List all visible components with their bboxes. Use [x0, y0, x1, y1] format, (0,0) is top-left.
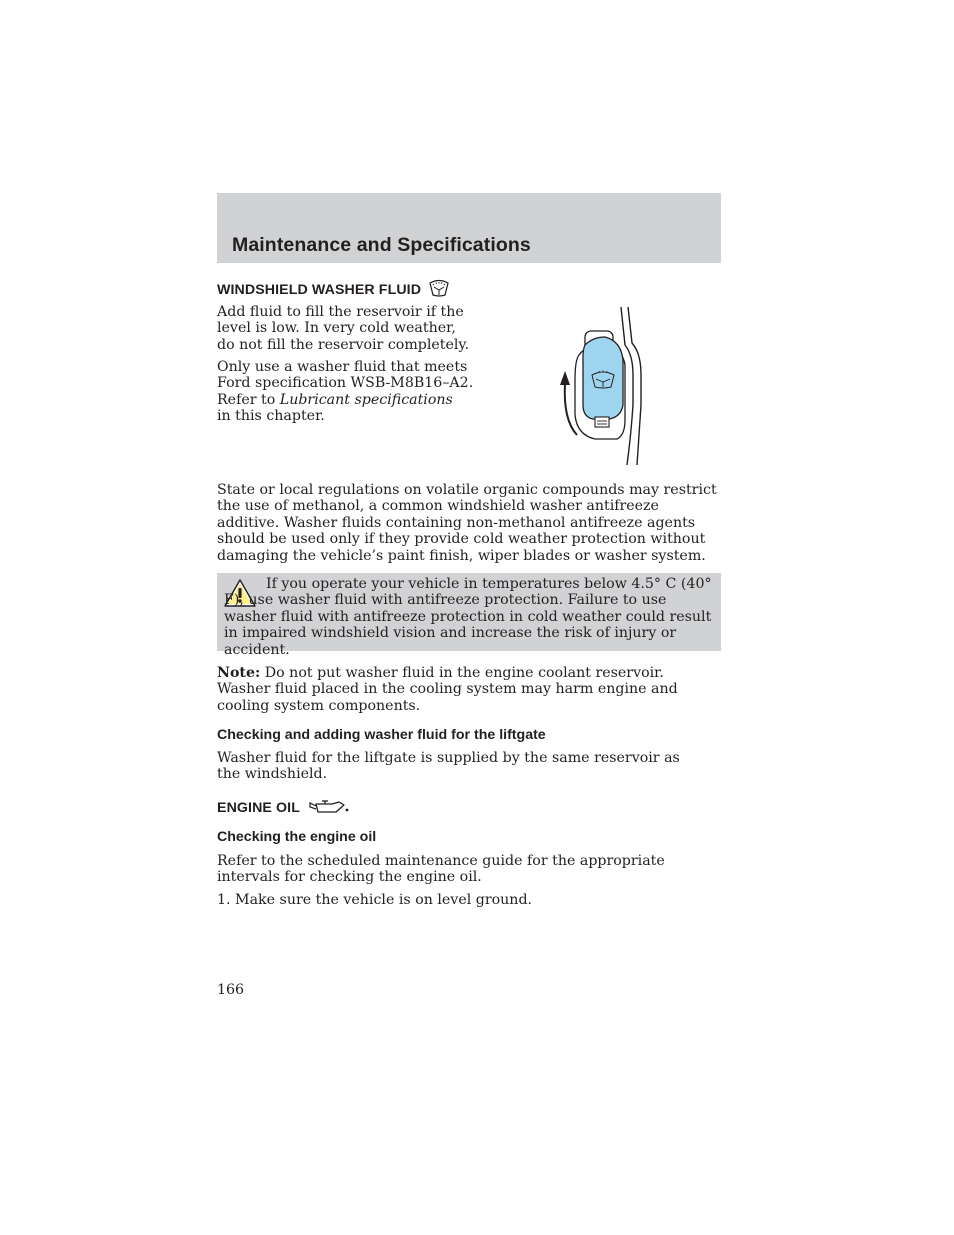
washer-reservoir-illustration [555, 305, 650, 470]
washer-para-2 [217, 359, 477, 425]
liftgate-title: Checking and adding washer fluid for the liftgate [217, 727, 546, 743]
note-text: Do not put washer fluid in the engine coolant reservoir. Washer fluid placed in the cooling system may harm engine and cooling system components. [217, 665, 678, 714]
washer-para-2-line3 [217, 392, 477, 408]
engine-oil-title [217, 797, 350, 816]
washer-section-title-text: WINDSHIELD WASHER FLUID [217, 282, 422, 298]
engine-oil-title-text: ENGINE OIL [217, 800, 300, 816]
washer-para-1: Add fluid to fill the reservoir if the level is low. In very cold weather, do not fill the reservoir completely. [217, 304, 470, 353]
check-oil-step-1: 1. Make sure the vehicle is on level ground. [217, 892, 533, 908]
washer-para-2-line4: in this chapter. [217, 408, 325, 425]
warning-box [217, 573, 721, 658]
windshield-washer-icon [428, 278, 450, 298]
warning-text: If you operate your vehicle in temperatures below 4.5° C (40° F), use washer fluid with antifreeze protection. Failure to use washer fluid with antifreeze protection in cold weather could result in impaired windshield vision and increase the risk of injury or accident. [224, 576, 712, 658]
note-label: Note: [217, 665, 261, 681]
washer-section-title [217, 278, 450, 298]
page-title: Maintenance and Specifications [232, 234, 531, 256]
liftgate-text: Washer fluid for the liftgate is supplied by the same reservoir as the windshield. [217, 750, 680, 783]
washer-para-2-line2: Ford specification WSB-M8B16–A2. [217, 375, 474, 392]
check-oil-title: Checking the engine oil [217, 829, 377, 845]
refer-text: Refer to [217, 391, 280, 408]
check-oil-text: Refer to the scheduled maintenance guide for the appropriate intervals for checking the engine oil. [217, 853, 665, 886]
lubricant-link: Lubricant specifications [279, 391, 453, 408]
header-band [217, 193, 721, 263]
washer-para-2-line1: Only use a washer fluid that meets [217, 359, 468, 375]
oil-can-icon [308, 797, 350, 815]
note-paragraph [217, 665, 717, 714]
page-number: 166 [217, 982, 245, 998]
washer-para-3: State or local regulations on volatile organic compounds may restrict the use of methanol, a common windshield washer antifreeze additive. Washer fluids containing non-methanol antifreeze agents should be used only if they provide cold weather protection without damaging the vehicle’s paint finish, wiper blades or washer system. [217, 482, 717, 564]
